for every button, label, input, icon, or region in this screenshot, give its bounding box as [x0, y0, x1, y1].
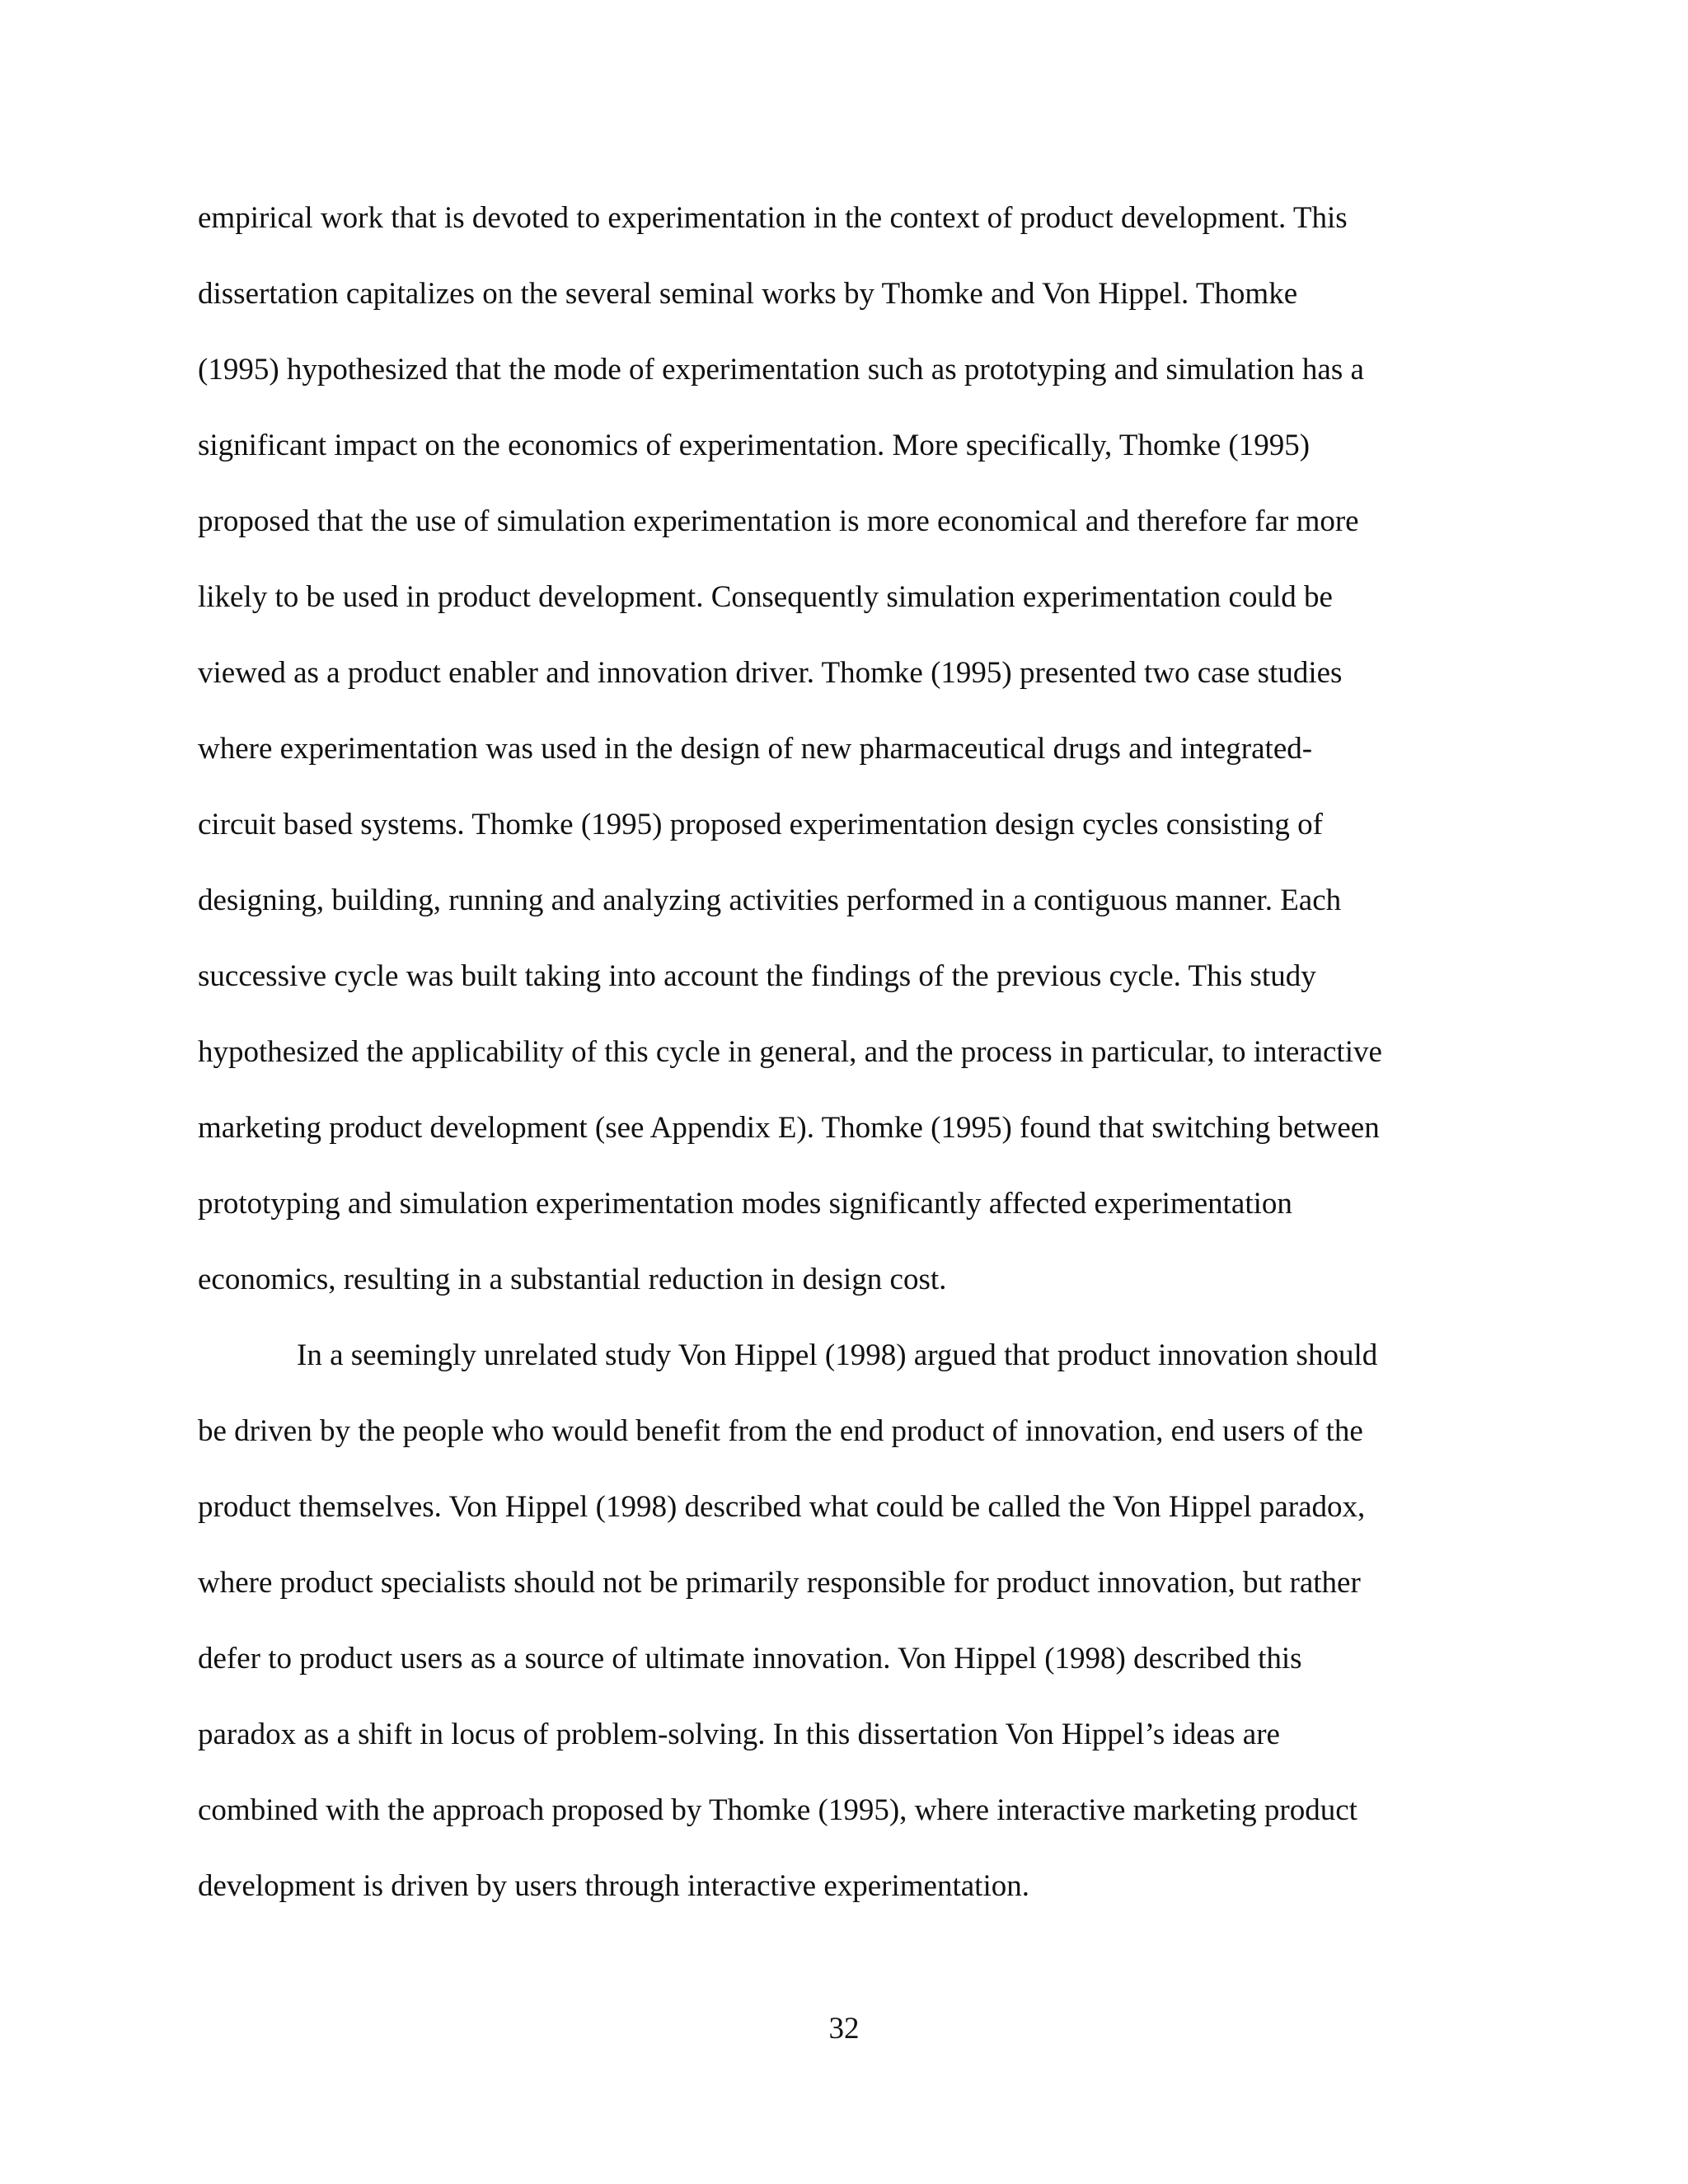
text-line: (1995) hypothesized that the mode of experimentation such as prototyping and simulation has a [198, 353, 1364, 387]
page-number: 32 [828, 2012, 860, 2046]
text-line: economics, resulting in a substantial reduction in design cost. [198, 1263, 947, 1296]
text-line: where experimentation was used in the design of new pharmaceutical drugs and integrated- [198, 732, 1313, 766]
text-line: development is driven by users through interactive experimentation. [198, 1869, 1029, 1903]
paragraph-1 [198, 194, 1500, 1331]
text-line: viewed as a product enabler and innovation driver. Thomke (1995) presented two case studies [198, 656, 1343, 690]
text-line: hypothesized the applicability of this cycle in general, and the process in particular, to interactive [198, 1035, 1382, 1069]
text-line: proposed that the use of simulation experimentation is more economical and therefore far more [198, 504, 1359, 538]
paragraph-2 [198, 1331, 1500, 1938]
text-line: likely to be used in product development. Consequently simulation experimentation could be [198, 580, 1333, 614]
text-line: product themselves. Von Hippel (1998) described what could be called the Von Hippel paradox, [198, 1490, 1366, 1524]
text-line: where product specialists should not be primarily responsible for product innovation, but rather [198, 1566, 1361, 1600]
text-line: prototyping and simulation experimentation modes significantly affected experimentation [198, 1187, 1292, 1221]
text-line: designing, building, running and analyzing activities performed in a contiguous manner. Each [198, 883, 1342, 917]
text-line: paradox as a shift in locus of problem-solving. In this dissertation Von Hippel’s ideas are [198, 1718, 1280, 1751]
text-line: significant impact on the economics of experimentation. More specifically, Thomke (1995) [198, 429, 1311, 462]
text-line: successive cycle was built taking into account the findings of the previous cycle. This study [198, 959, 1316, 993]
text-line: empirical work that is devoted to experimentation in the context of product development. This [198, 201, 1348, 235]
text-line: dissertation capitalizes on the several seminal works by Thomke and Von Hippel. Thomke [198, 277, 1298, 311]
text-line: defer to product users as a source of ultimate innovation. Von Hippel (1998) described this [198, 1642, 1302, 1675]
text-line: combined with the approach proposed by Thomke (1995), where interactive marketing product [198, 1793, 1357, 1827]
text-line: In a seemingly unrelated study Von Hippel (1998) argued that product innovation should [297, 1338, 1378, 1372]
text-line: marketing product development (see Appendix E). Thomke (1995) found that switching between [198, 1111, 1380, 1145]
text-line: circuit based systems. Thomke (1995) proposed experimentation design cycles consisting of [198, 808, 1323, 841]
text-line: be driven by the people who would benefit from the end product of innovation, end users of the [198, 1414, 1363, 1448]
body-text [198, 194, 1500, 1938]
